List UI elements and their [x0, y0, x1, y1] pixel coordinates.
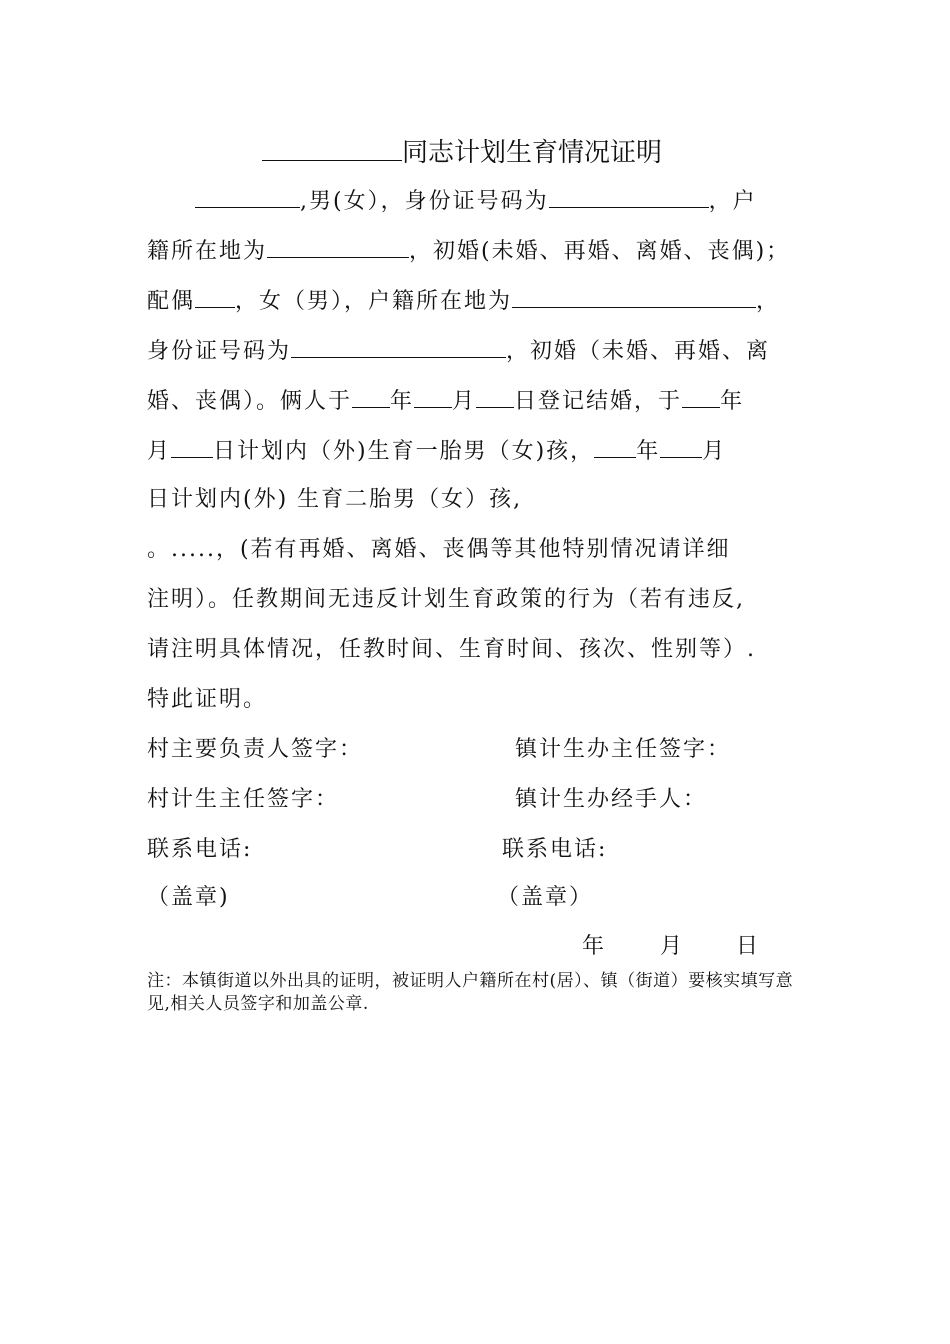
phone-label-right: 联系电话:	[502, 837, 608, 862]
body-text: 月	[702, 439, 727, 464]
body-text: 年	[720, 389, 745, 414]
date-month-label: 月	[660, 934, 685, 959]
birth2-year-blank[interactable]	[594, 435, 636, 458]
document-title	[262, 134, 662, 169]
body-text: 日计划内（外)生育一胎男（女)孩，	[213, 439, 595, 464]
body-text: 年	[636, 439, 661, 464]
village-head-signature-label: 村主要负责人签字：	[147, 737, 364, 762]
body-text: 月	[452, 389, 477, 414]
name-blank[interactable]	[262, 134, 402, 161]
body-text: 身份证号码为	[147, 339, 292, 364]
marriage-day-blank[interactable]	[476, 385, 514, 408]
body-line-7: 日计划内(外) 生育二胎男（女）孩,	[147, 487, 523, 512]
body-text: 配偶	[147, 289, 196, 314]
body-text: 婚、丧偶）。俩人于	[147, 389, 353, 414]
body-line-8: 。.....，(若有再婚、离婚、丧偶等其他特别情况请详细	[147, 537, 731, 562]
spouse-id-blank[interactable]	[291, 335, 506, 358]
body-line-3	[147, 285, 780, 317]
marriage-year-blank[interactable]	[352, 385, 390, 408]
body-line-2	[147, 235, 790, 267]
date-day-label: 日	[736, 934, 761, 959]
body-text: ，初婚（未婚、再婚、离	[506, 339, 771, 364]
body-text: 日登记结婚，于	[514, 389, 683, 414]
body-line-4	[147, 335, 770, 367]
household-location-blank[interactable]	[267, 235, 409, 258]
body-line-1	[147, 185, 757, 217]
body-line-6	[147, 435, 726, 467]
body-text: ，	[756, 289, 781, 314]
body-text: ，初婚(未婚、再婚、离婚、丧偶)；	[409, 239, 791, 264]
birth1-year-blank[interactable]	[682, 385, 720, 408]
date-year-label: 年	[582, 934, 607, 959]
village-fp-director-signature-label: 村计生主任签字：	[147, 787, 340, 812]
town-director-signature-label: 镇计生办主任签字：	[515, 737, 732, 762]
spouse-name-blank[interactable]	[195, 285, 235, 308]
body-text: 月	[147, 439, 172, 464]
body-text: ,男(女），身份证号码为	[300, 189, 549, 214]
id-number-blank[interactable]	[549, 185, 709, 208]
town-handler-signature-label: 镇计生办经手人：	[515, 787, 708, 812]
body-text: ，女（男），户籍所在地为	[235, 289, 513, 314]
person-name-blank[interactable]	[195, 185, 300, 208]
spouse-location-blank[interactable]	[512, 285, 756, 308]
footnote: 注：本镇街道以外出具的证明，被证明人户籍所在村(居）、镇（街道）要核实填写意见,相关人员签字和加盖公章.	[147, 971, 794, 1014]
title-text: 同志计划生育情况证明	[402, 138, 663, 168]
marriage-month-blank[interactable]	[414, 385, 452, 408]
seal-label-left: （盖章)	[147, 885, 230, 910]
body-line-5	[147, 385, 744, 417]
body-text: 年	[390, 389, 415, 414]
body-text: ，户	[708, 189, 757, 214]
phone-label-left: 联系电话:	[147, 837, 253, 862]
birth2-month-blank[interactable]	[660, 435, 702, 458]
body-text: 籍所在地为	[147, 239, 268, 264]
body-line-11: 特此证明。	[147, 687, 268, 712]
body-line-10: 请注明具体情况，任教时间、生育时间、孩次、性别等）.	[147, 637, 756, 662]
birth1-day-blank[interactable]	[171, 435, 213, 458]
body-line-9: 注明）。任教期间无违反计划生育政策的行为（若有违反,	[147, 587, 745, 612]
seal-label-right: （盖章）	[497, 885, 594, 910]
